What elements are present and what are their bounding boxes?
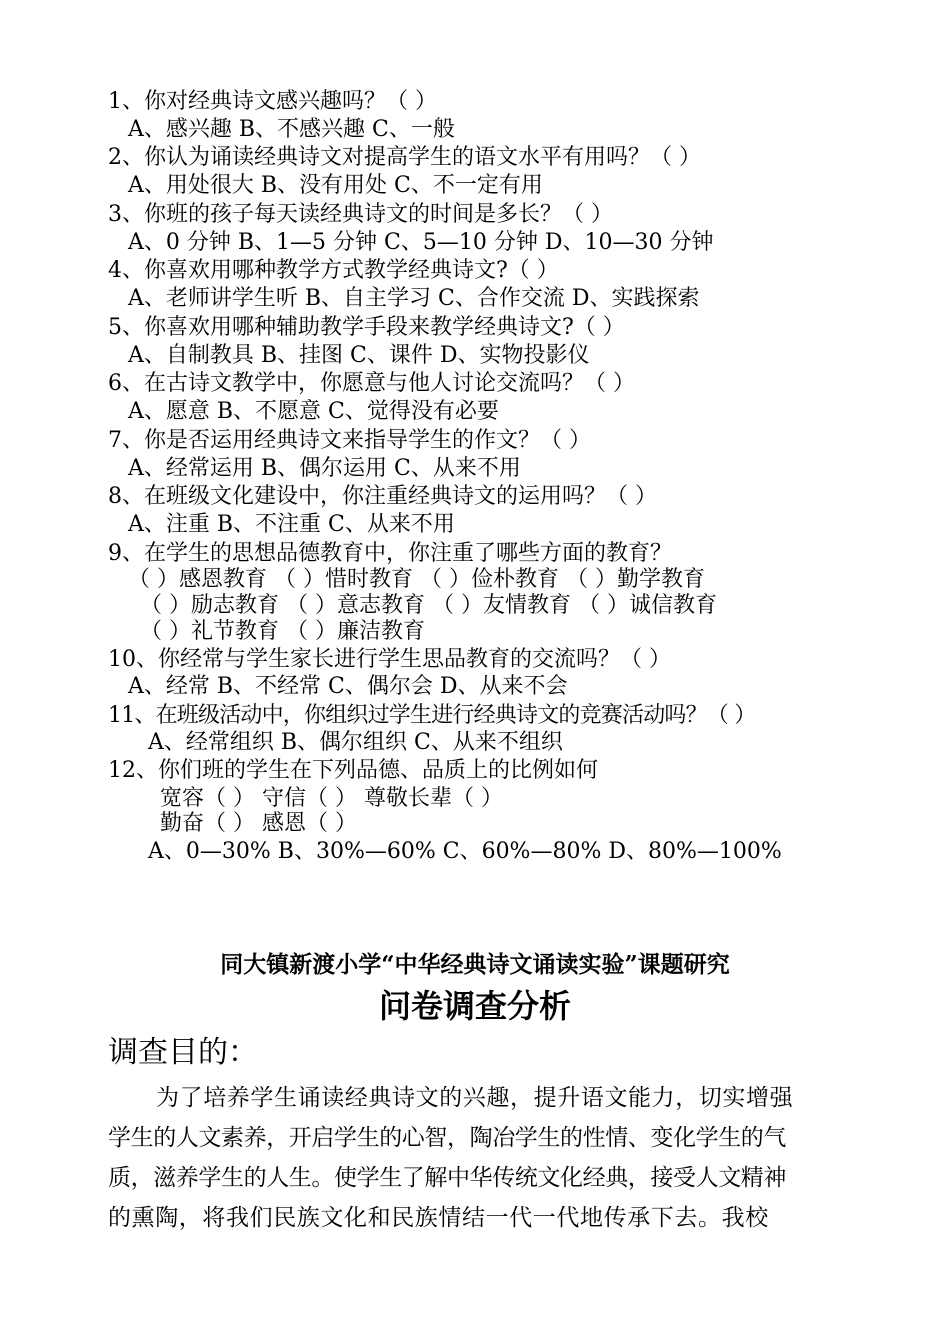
question-11: 11、在班级活动中，你组织过学生进行经典诗文的竞赛活动吗？（ ）	[108, 703, 756, 728]
purpose-heading: 调查目的：	[108, 1035, 258, 1070]
question-6: 6、在古诗文教学中，你愿意与他人讨论交流吗？（ ）	[108, 371, 635, 396]
question-7-options: A、经常运用 B、偶尔运用 C、从来不用	[128, 456, 521, 481]
research-subtitle: 同大镇新渡小学“中华经典诗文诵读实验”课题研究	[220, 951, 730, 978]
question-10-options: A、经常 B、不经常 C、偶尔会 D、从来不会	[128, 674, 568, 699]
paragraph-line-1: 为了培养学生诵读经典诗文的兴趣，提升语文能力，切实增强	[156, 1085, 794, 1111]
paragraph-line-3: 质，滋养学生的人生。使学生了解中华传统文化经典，接受人文精神	[108, 1165, 787, 1191]
paragraph-line-2: 学生的人文素养，开启学生的心智，陶冶学生的性情、变化学生的气	[108, 1125, 787, 1151]
question-10: 10、你经常与学生家长进行学生思品教育的交流吗？（ ）	[108, 647, 671, 672]
question-1-options: A、感兴趣 B、不感兴趣 C、一般	[128, 117, 455, 142]
question-9-options-row-3: （ ）礼节教育 （ ）廉洁教育	[140, 619, 425, 644]
question-3: 3、你班的孩子每天读经典诗文的时间是多长？（ ）	[108, 202, 613, 227]
question-3-options: A、0 分钟 B、1—5 分钟 C、5—10 分钟 D、10—30 分钟	[128, 230, 714, 255]
question-9-options-row-1: （ ）感恩教育 （ ）惜时教育 （ ）俭朴教育 （ ）勤学教育	[128, 567, 705, 592]
question-4: 4、你喜欢用哪种教学方式教学经典诗文?（ ）	[108, 258, 559, 283]
question-12-items-row-2: 勤奋（ ） 感恩（ ）	[160, 811, 357, 836]
question-12-items-row-1: 宽容（ ） 守信（ ） 尊敬长辈（ ）	[160, 786, 503, 811]
question-7: 7、你是否运用经典诗文来指导学生的作文？（ ）	[108, 428, 591, 453]
analysis-title: 问卷调查分析	[378, 987, 571, 1025]
question-8: 8、在班级文化建设中，你注重经典诗文的运用吗？（ ）	[108, 484, 657, 509]
question-1: 1、你对经典诗文感兴趣吗？（ ）	[108, 89, 437, 114]
question-6-options: A、愿意 B、不愿意 C、觉得没有必要	[128, 399, 499, 424]
question-12: 12、你们班的学生在下列品德、品质上的比例如何	[108, 758, 598, 783]
question-5-options: A、自制教具 B、挂图 C、课件 D、实物投影仪	[128, 343, 590, 368]
question-8-options: A、注重 B、不注重 C、从来不用	[128, 512, 455, 537]
question-2: 2、你认为诵读经典诗文对提高学生的语文水平有用吗？（ ）	[108, 145, 701, 170]
question-11-options: A、经常组织 B、偶尔组织 C、从来不组织	[148, 730, 563, 755]
paragraph-line-4: 的熏陶，将我们民族文化和民族情结一代一代地传承下去。我校	[108, 1205, 769, 1231]
question-9: 9、在学生的思想品德教育中，你注重了哪些方面的教育？	[108, 541, 672, 566]
question-12-options: A、0—30% B、30%—60% C、60%—80% D、80%—100%	[148, 839, 782, 864]
question-5: 5、你喜欢用哪种辅助教学手段来教学经典诗文?（ ）	[108, 315, 625, 340]
question-4-options: A、老师讲学生听 B、自主学习 C、合作交流 D、实践探索	[128, 286, 700, 311]
question-9-options-row-2: （ ）励志教育 （ ）意志教育 （ ）友情教育 （ ）诚信教育	[140, 593, 717, 618]
question-2-options: A、用处很大 B、没有用处 C、不一定有用	[128, 173, 543, 198]
purpose-paragraph	[108, 1078, 840, 1238]
